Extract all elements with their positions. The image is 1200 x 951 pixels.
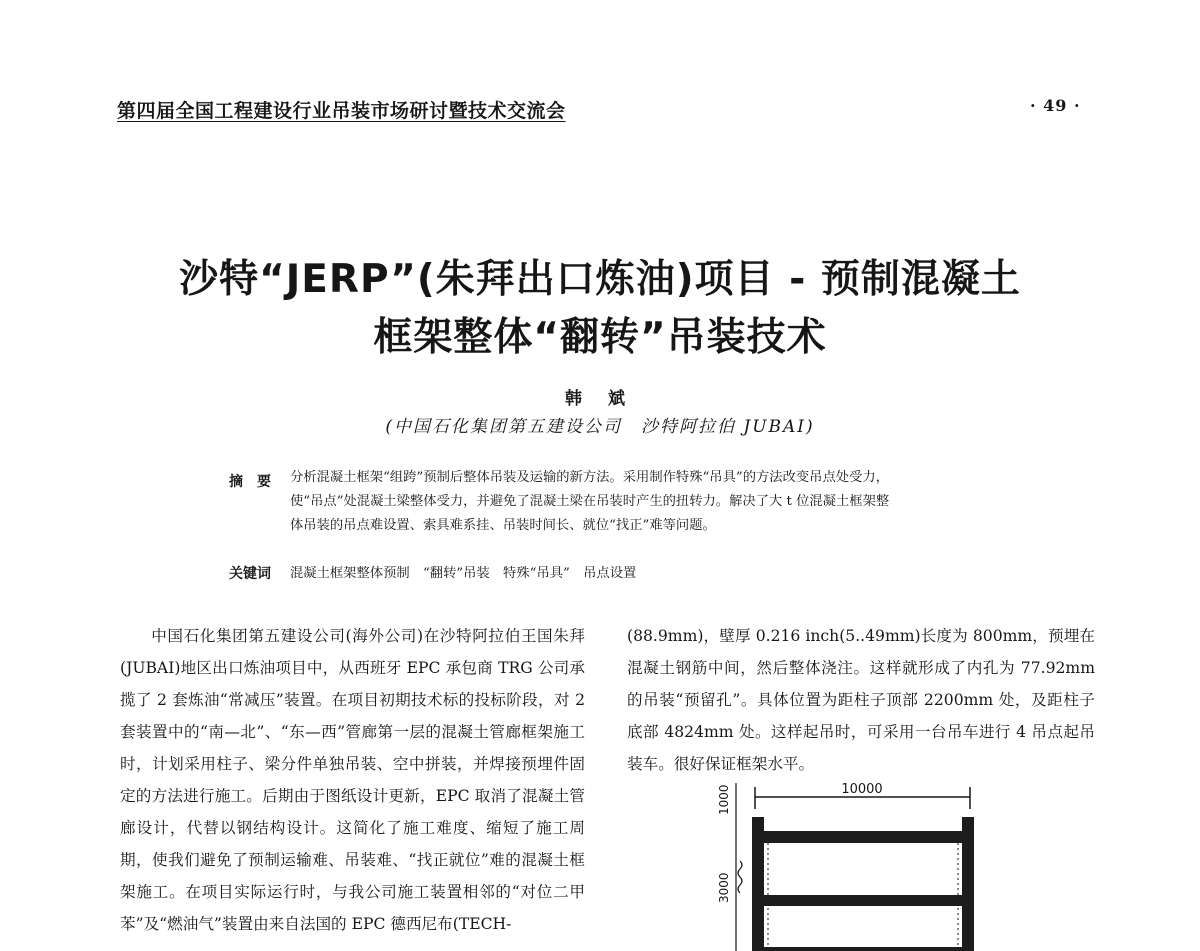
keywords-text: 混凝土框架整体预制 “翻转”吊装 特殊“吊具” 吊点设置: [290, 566, 637, 581]
abstract-label: 摘 要: [229, 474, 271, 490]
page-number: · 49 ·: [1030, 96, 1081, 115]
dim-squiggle: [738, 861, 742, 893]
keywords-label: 关键词: [229, 566, 271, 582]
abstract-line: 分析混凝土框架“组跨”预制后整体吊装及运输的新方法。采用制作特殊“吊具”的方法改变吊点处受力，: [290, 470, 889, 485]
paper-title-line-1: 沙特“JERP”(朱拜出口炼油)项目 - 预制混凝土: [179, 257, 1021, 302]
beam-bottom: [752, 947, 974, 951]
beam-top: [752, 831, 974, 843]
body-paragraph: 中国石化集团第五建设公司(海外公司)在沙特阿拉伯王国朱拜(JUBAI)地区出口炼油项目中，从西班牙 EPC 承包商 TRG 公司承揽了 2 套炼油“常减压”装置。在项目初期技术标的投标阶段，对 2 套装置中的“南—北”、“东—西”管廊第一层的混凝土管廊框架施工时，计划采用柱子、梁分件单独吊装、空中拼装，并焊接预埋件固定的方法进行施工。后期由于图纸设计更新，EPC 取消了混凝土管廊设计，代替以钢结构设计。这简化了施工难度、缩短了施工周期，使我们避免了预制运输难、吊装难、“找正就位”难的混凝土框架施工。在项目实际运行时，与我公司施工装置相邻的“对位二甲苯”及“燃油气”装置由来自法国的 EPC 德西尼布(TECH-: [120, 627, 585, 933]
dim-label-width: 10000: [841, 782, 883, 797]
author-name: 韩 斌: [565, 389, 635, 409]
abstract-text: [290, 466, 1020, 538]
dim-label-top-left: 1000: [717, 784, 731, 815]
body-column-right: [627, 620, 1095, 780]
body-column-left: [120, 620, 585, 940]
abstract-line: 使“吊点”处混凝土梁整体受力，并避免了混凝土梁在吊装时产生的扭转力。解决了大 t 位混凝土框架整: [290, 494, 890, 509]
dim-label-side: 3000: [717, 872, 731, 903]
beam-middle: [752, 895, 974, 906]
body-paragraph: (88.9mm)，壁厚 0.216 inch(5..49mm)长度为 800mm，预埋在混凝土钢筋中间，然后整体浇注。这样就形成了内孔为 77.92mm 的吊装“预留孔”。具体位置为距柱子顶部 2200mm 处，及距柱子底部 4824mm 处。这样起吊时，可采用一台吊车进行 4 吊点起吊装车。很好保证框架水平。: [627, 627, 1095, 773]
paper-title-line-2: 框架整体“翻转”吊装技术: [373, 315, 827, 360]
frame-figure: [710, 775, 1030, 951]
running-title: 第四届全国工程建设行业吊装市场研讨暨技术交流会: [117, 100, 566, 122]
author-affiliation: (中国石化集团第五建设公司 沙特阿拉伯 JUBAI): [385, 417, 815, 437]
abstract-line: 体吊装的吊点难设置、索具难系挂、吊装时间长、就位“找正”难等问题。: [290, 518, 716, 533]
